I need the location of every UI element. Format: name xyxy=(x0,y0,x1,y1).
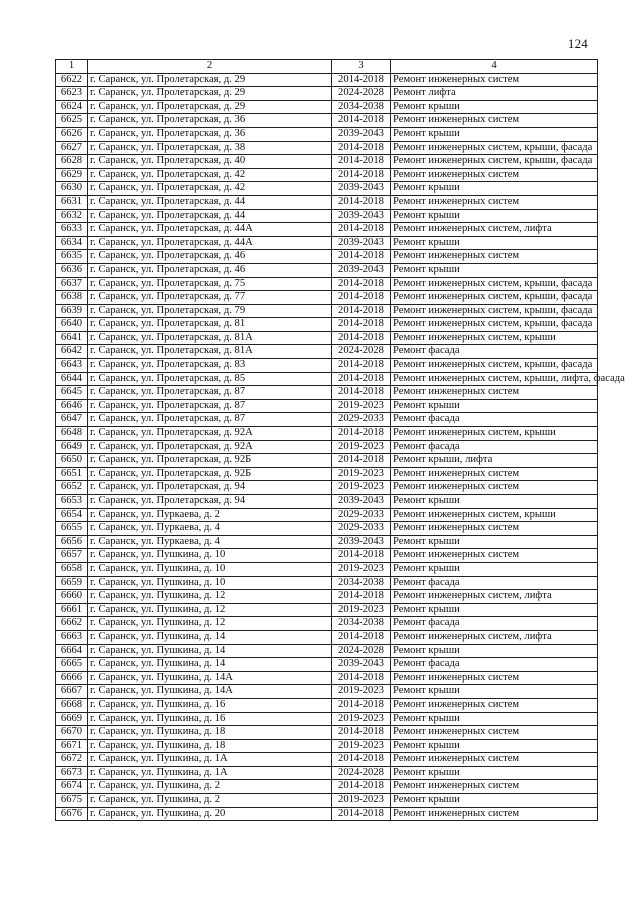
work-cell: Ремонт фасада xyxy=(391,658,598,672)
address-cell: г. Саранск, ул. Пролетарская, д. 92Б xyxy=(88,454,332,468)
period-cell: 2014-2018 xyxy=(332,590,391,604)
table-row xyxy=(56,644,598,658)
address-cell: г. Саранск, ул. Пушкина, д. 20 xyxy=(88,807,332,821)
table-row xyxy=(56,87,598,101)
address-cell: г. Саранск, ул. Пуркаева, д. 2 xyxy=(88,508,332,522)
table-row xyxy=(56,549,598,563)
row-number: 6662 xyxy=(56,617,88,631)
table-row xyxy=(56,454,598,468)
address-cell: г. Саранск, ул. Пролетарская, д. 94 xyxy=(88,495,332,509)
table-body xyxy=(56,73,625,821)
row-number: 6631 xyxy=(56,195,88,209)
address-cell: г. Саранск, ул. Пушкина, д. 14А xyxy=(88,671,332,685)
address-cell: г. Саранск, ул. Пролетарская, д. 81А xyxy=(88,345,332,359)
work-cell: Ремонт крыши xyxy=(391,644,598,658)
row-number: 6676 xyxy=(56,807,88,821)
period-cell: 2014-2018 xyxy=(332,549,391,563)
period-cell: 2019-2023 xyxy=(332,481,391,495)
row-number: 6675 xyxy=(56,794,88,808)
table-row xyxy=(56,807,598,821)
work-cell: Ремонт фасада xyxy=(391,617,598,631)
row-number: 6648 xyxy=(56,427,88,441)
work-cell: Ремонт крыши xyxy=(391,209,598,223)
table-row xyxy=(56,250,598,264)
period-cell: 2014-2018 xyxy=(332,372,391,386)
period-cell: 2019-2023 xyxy=(332,685,391,699)
period-cell: 2039-2043 xyxy=(332,535,391,549)
period-cell: 2019-2023 xyxy=(332,440,391,454)
work-cell: Ремонт инженерных систем xyxy=(391,726,598,740)
period-cell: 2019-2023 xyxy=(332,794,391,808)
work-cell: Ремонт фасада xyxy=(391,413,598,427)
table-row xyxy=(56,331,598,345)
period-cell: 2014-2018 xyxy=(332,114,391,128)
row-number: 6656 xyxy=(56,535,88,549)
row-number: 6624 xyxy=(56,100,88,114)
row-number: 6633 xyxy=(56,223,88,237)
row-number: 6659 xyxy=(56,576,88,590)
work-cell: Ремонт крыши xyxy=(391,100,598,114)
table-row xyxy=(56,630,598,644)
period-cell: 2029-2033 xyxy=(332,508,391,522)
work-cell: Ремонт инженерных систем xyxy=(391,671,598,685)
row-number: 6627 xyxy=(56,141,88,155)
table-row xyxy=(56,467,598,481)
column-header-address: 2 xyxy=(88,60,332,74)
period-cell: 2039-2043 xyxy=(332,236,391,250)
row-number: 6658 xyxy=(56,562,88,576)
table-row xyxy=(56,345,598,359)
period-cell: 2019-2023 xyxy=(332,603,391,617)
address-cell: г. Саранск, ул. Пролетарская, д. 44 xyxy=(88,195,332,209)
period-cell: 2019-2023 xyxy=(332,712,391,726)
period-cell: 2014-2018 xyxy=(332,277,391,291)
address-cell: г. Саранск, ул. Пушкина, д. 10 xyxy=(88,562,332,576)
period-cell: 2019-2023 xyxy=(332,739,391,753)
work-cell: Ремонт фасада xyxy=(391,576,598,590)
table-row xyxy=(56,617,598,631)
address-cell: г. Саранск, ул. Пролетарская, д. 38 xyxy=(88,141,332,155)
address-cell: г. Саранск, ул. Пролетарская, д. 29 xyxy=(88,73,332,87)
period-cell: 2014-2018 xyxy=(332,780,391,794)
address-cell: г. Саранск, ул. Пролетарская, д. 92А xyxy=(88,427,332,441)
table-row xyxy=(56,658,598,672)
period-cell: 2014-2018 xyxy=(332,753,391,767)
period-cell: 2029-2033 xyxy=(332,413,391,427)
row-number: 6669 xyxy=(56,712,88,726)
work-cell: Ремонт крыши xyxy=(391,399,598,413)
table-row xyxy=(56,685,598,699)
address-cell: г. Саранск, ул. Пролетарская, д. 42 xyxy=(88,182,332,196)
table-row xyxy=(56,141,598,155)
address-cell: г. Саранск, ул. Пушкина, д. 18 xyxy=(88,739,332,753)
table-row xyxy=(56,182,598,196)
work-cell: Ремонт инженерных систем xyxy=(391,168,598,182)
row-number: 6640 xyxy=(56,318,88,332)
table-row xyxy=(56,277,598,291)
address-cell: г. Саранск, ул. Пушкина, д. 10 xyxy=(88,576,332,590)
table-row xyxy=(56,100,598,114)
row-number: 6628 xyxy=(56,155,88,169)
address-cell: г. Саранск, ул. Пролетарская, д. 92Б xyxy=(88,467,332,481)
work-cell: Ремонт инженерных систем xyxy=(391,250,598,264)
row-number: 6657 xyxy=(56,549,88,563)
row-number: 6665 xyxy=(56,658,88,672)
work-cell: Ремонт крыши, лифта xyxy=(391,454,598,468)
table-row xyxy=(56,753,598,767)
row-number: 6667 xyxy=(56,685,88,699)
row-number: 6666 xyxy=(56,671,88,685)
address-cell: г. Саранск, ул. Пушкина, д. 16 xyxy=(88,698,332,712)
row-number: 6654 xyxy=(56,508,88,522)
period-cell: 2039-2043 xyxy=(332,209,391,223)
row-number: 6649 xyxy=(56,440,88,454)
table-row xyxy=(56,508,598,522)
work-cell: Ремонт крыши xyxy=(391,127,598,141)
work-cell: Ремонт крыши xyxy=(391,766,598,780)
work-cell: Ремонт крыши xyxy=(391,712,598,726)
address-cell: г. Саранск, ул. Пролетарская, д. 81А xyxy=(88,331,332,345)
period-cell: 2014-2018 xyxy=(332,223,391,237)
row-number: 6650 xyxy=(56,454,88,468)
table-row xyxy=(56,209,598,223)
address-cell: г. Саранск, ул. Пролетарская, д. 83 xyxy=(88,359,332,373)
address-cell: г. Саранск, ул. Пушкина, д. 1А xyxy=(88,753,332,767)
address-cell: г. Саранск, ул. Пролетарская, д. 85 xyxy=(88,372,332,386)
work-cell: Ремонт фасада xyxy=(391,440,598,454)
period-cell: 2014-2018 xyxy=(332,318,391,332)
row-number: 6664 xyxy=(56,644,88,658)
row-number: 6641 xyxy=(56,331,88,345)
work-cell: Ремонт инженерных систем xyxy=(391,195,598,209)
address-cell: г. Саранск, ул. Пушкина, д. 14 xyxy=(88,658,332,672)
table-row xyxy=(56,127,598,141)
row-number: 6644 xyxy=(56,372,88,386)
row-number: 6672 xyxy=(56,753,88,767)
row-number: 6639 xyxy=(56,304,88,318)
period-cell: 2014-2018 xyxy=(332,250,391,264)
table-row xyxy=(56,168,598,182)
table-row xyxy=(56,712,598,726)
work-cell: Ремонт инженерных систем xyxy=(391,467,598,481)
period-cell: 2014-2018 xyxy=(332,141,391,155)
work-cell: Ремонт крыши xyxy=(391,495,598,509)
work-cell: Ремонт крыши xyxy=(391,562,598,576)
address-cell: г. Саранск, ул. Пролетарская, д. 79 xyxy=(88,304,332,318)
address-cell: г. Саранск, ул. Пушкина, д. 12 xyxy=(88,603,332,617)
period-cell: 2014-2018 xyxy=(332,331,391,345)
row-number: 6647 xyxy=(56,413,88,427)
work-cell: Ремонт крыши xyxy=(391,535,598,549)
table-row xyxy=(56,399,598,413)
address-cell: г. Саранск, ул. Пролетарская, д. 36 xyxy=(88,114,332,128)
table-row xyxy=(56,155,598,169)
row-number: 6655 xyxy=(56,522,88,536)
row-number: 6642 xyxy=(56,345,88,359)
work-cell: Ремонт инженерных систем, лифта xyxy=(391,590,598,604)
address-cell: г. Саранск, ул. Пролетарская, д. 77 xyxy=(88,291,332,305)
work-cell: Ремонт инженерных систем, крыши xyxy=(391,427,598,441)
period-cell: 2014-2018 xyxy=(332,291,391,305)
row-number: 6643 xyxy=(56,359,88,373)
period-cell: 2039-2043 xyxy=(332,263,391,277)
row-number: 6630 xyxy=(56,182,88,196)
table-row xyxy=(56,291,598,305)
table-row xyxy=(56,263,598,277)
work-cell: Ремонт инженерных систем, крыши, фасада xyxy=(391,318,598,332)
row-number: 6626 xyxy=(56,127,88,141)
address-cell: г. Саранск, ул. Пушкина, д. 14 xyxy=(88,644,332,658)
work-cell: Ремонт инженерных систем, лифта xyxy=(391,223,598,237)
address-cell: г. Саранск, ул. Пуркаева, д. 4 xyxy=(88,522,332,536)
work-cell: Ремонт инженерных систем xyxy=(391,698,598,712)
address-cell: г. Саранск, ул. Пушкина, д. 10 xyxy=(88,549,332,563)
work-cell: Ремонт инженерных систем xyxy=(391,549,598,563)
address-cell: г. Саранск, ул. Пролетарская, д. 87 xyxy=(88,413,332,427)
row-number: 6646 xyxy=(56,399,88,413)
period-cell: 2014-2018 xyxy=(332,698,391,712)
period-cell: 2039-2043 xyxy=(332,127,391,141)
address-cell: г. Саранск, ул. Пролетарская, д. 87 xyxy=(88,386,332,400)
table-row xyxy=(56,562,598,576)
address-cell: г. Саранск, ул. Пролетарская, д. 46 xyxy=(88,263,332,277)
period-cell: 2034-2038 xyxy=(332,576,391,590)
page-number: 124 xyxy=(567,36,588,51)
address-cell: г. Саранск, ул. Пролетарская, д. 87 xyxy=(88,399,332,413)
period-cell: 2014-2018 xyxy=(332,359,391,373)
period-cell: 2024-2028 xyxy=(332,644,391,658)
period-cell: 2014-2018 xyxy=(332,386,391,400)
table-row xyxy=(56,576,598,590)
period-cell: 2014-2018 xyxy=(332,427,391,441)
work-cell: Ремонт инженерных систем xyxy=(391,753,598,767)
table-row xyxy=(56,195,598,209)
column-header-period: 3 xyxy=(332,60,391,74)
table-row xyxy=(56,780,598,794)
work-cell: Ремонт инженерных систем xyxy=(391,807,598,821)
work-cell: Ремонт инженерных систем, крыши, лифта, фасада xyxy=(391,372,598,386)
work-cell: Ремонт крыши xyxy=(391,236,598,250)
address-cell: г. Саранск, ул. Пушкина, д. 18 xyxy=(88,726,332,740)
work-cell: Ремонт инженерных систем, лифта xyxy=(391,630,598,644)
address-cell: г. Саранск, ул. Пушкина, д. 12 xyxy=(88,590,332,604)
period-cell: 2024-2028 xyxy=(332,87,391,101)
row-number: 6635 xyxy=(56,250,88,264)
address-cell: г. Саранск, ул. Пролетарская, д. 29 xyxy=(88,87,332,101)
period-cell: 2014-2018 xyxy=(332,807,391,821)
row-number: 6645 xyxy=(56,386,88,400)
period-cell: 2014-2018 xyxy=(332,73,391,87)
address-cell: г. Саранск, ул. Пролетарская, д. 44А xyxy=(88,236,332,250)
address-cell: г. Саранск, ул. Пушкина, д. 1А xyxy=(88,766,332,780)
period-cell: 2014-2018 xyxy=(332,155,391,169)
row-number: 6674 xyxy=(56,780,88,794)
table-row xyxy=(56,495,598,509)
work-cell: Ремонт крыши xyxy=(391,739,598,753)
address-cell: г. Саранск, ул. Пушкина, д. 2 xyxy=(88,780,332,794)
address-cell: г. Саранск, ул. Пролетарская, д. 75 xyxy=(88,277,332,291)
table-row xyxy=(56,522,598,536)
column-header-number: 1 xyxy=(56,60,88,74)
address-cell: г. Саранск, ул. Пушкина, д. 12 xyxy=(88,617,332,631)
table-row xyxy=(56,372,598,386)
address-cell: г. Саранск, ул. Пролетарская, д. 44А xyxy=(88,223,332,237)
work-cell: Ремонт инженерных систем xyxy=(391,481,598,495)
address-cell: г. Саранск, ул. Пролетарская, д. 36 xyxy=(88,127,332,141)
row-number: 6651 xyxy=(56,467,88,481)
repair-schedule-table xyxy=(55,59,625,821)
address-cell: г. Саранск, ул. Пролетарская, д. 94 xyxy=(88,481,332,495)
row-number: 6671 xyxy=(56,739,88,753)
work-cell: Ремонт инженерных систем, крыши, фасада xyxy=(391,277,598,291)
table-row xyxy=(56,359,598,373)
row-number: 6663 xyxy=(56,630,88,644)
work-cell: Ремонт инженерных систем xyxy=(391,73,598,87)
table-row xyxy=(56,766,598,780)
address-cell: г. Саранск, ул. Пролетарская, д. 40 xyxy=(88,155,332,169)
address-cell: г. Саранск, ул. Пушкина, д. 2 xyxy=(88,794,332,808)
table-row xyxy=(56,427,598,441)
period-cell: 2014-2018 xyxy=(332,671,391,685)
work-cell: Ремонт инженерных систем, крыши, фасада xyxy=(391,304,598,318)
period-cell: 2014-2018 xyxy=(332,726,391,740)
work-cell: Ремонт инженерных систем, крыши, фасада xyxy=(391,141,598,155)
period-cell: 2039-2043 xyxy=(332,182,391,196)
period-cell: 2019-2023 xyxy=(332,562,391,576)
table-row xyxy=(56,739,598,753)
work-cell: Ремонт инженерных систем, крыши xyxy=(391,331,598,345)
work-cell: Ремонт инженерных систем xyxy=(391,522,598,536)
period-cell: 2014-2018 xyxy=(332,304,391,318)
table-row xyxy=(56,236,598,250)
row-number: 6660 xyxy=(56,590,88,604)
row-number: 6668 xyxy=(56,698,88,712)
work-cell: Ремонт лифта xyxy=(391,87,598,101)
table-row xyxy=(56,535,598,549)
work-cell: Ремонт фасада xyxy=(391,345,598,359)
work-cell: Ремонт крыши xyxy=(391,263,598,277)
row-number: 6638 xyxy=(56,291,88,305)
work-cell: Ремонт инженерных систем xyxy=(391,386,598,400)
address-cell: г. Саранск, ул. Пушкина, д. 14 xyxy=(88,630,332,644)
row-number: 6636 xyxy=(56,263,88,277)
row-number: 6670 xyxy=(56,726,88,740)
period-cell: 2029-2033 xyxy=(332,522,391,536)
address-cell: г. Саранск, ул. Пуркаева, д. 4 xyxy=(88,535,332,549)
row-number: 6661 xyxy=(56,603,88,617)
table-row xyxy=(56,603,598,617)
row-number: 6653 xyxy=(56,495,88,509)
period-cell: 2024-2028 xyxy=(332,766,391,780)
period-cell: 2024-2028 xyxy=(332,345,391,359)
period-cell: 2014-2018 xyxy=(332,454,391,468)
table-row xyxy=(56,440,598,454)
table-row xyxy=(56,114,598,128)
table-row xyxy=(56,223,598,237)
address-cell: г. Саранск, ул. Пушкина, д. 16 xyxy=(88,712,332,726)
work-cell: Ремонт крыши xyxy=(391,603,598,617)
address-cell: г. Саранск, ул. Пролетарская, д. 42 xyxy=(88,168,332,182)
work-cell: Ремонт крыши xyxy=(391,685,598,699)
work-cell: Ремонт инженерных систем, крыши, фасада xyxy=(391,359,598,373)
table-row xyxy=(56,304,598,318)
period-cell: 2039-2043 xyxy=(332,495,391,509)
table-row xyxy=(56,590,598,604)
period-cell: 2039-2043 xyxy=(332,658,391,672)
work-cell: Ремонт инженерных систем xyxy=(391,780,598,794)
period-cell: 2014-2018 xyxy=(332,168,391,182)
address-cell: г. Саранск, ул. Пролетарская, д. 46 xyxy=(88,250,332,264)
table-row xyxy=(56,318,598,332)
row-number: 6622 xyxy=(56,73,88,87)
address-cell: г. Саранск, ул. Пролетарская, д. 29 xyxy=(88,100,332,114)
table-row xyxy=(56,481,598,495)
table-row xyxy=(56,726,598,740)
work-cell: Ремонт крыши xyxy=(391,182,598,196)
header-row xyxy=(56,60,598,74)
work-cell: Ремонт инженерных систем, крыши, фасада xyxy=(391,291,598,305)
row-number: 6629 xyxy=(56,168,88,182)
row-number: 6625 xyxy=(56,114,88,128)
table-row xyxy=(56,386,598,400)
row-number: 6637 xyxy=(56,277,88,291)
row-number: 6623 xyxy=(56,87,88,101)
row-number: 6632 xyxy=(56,209,88,223)
address-cell: г. Саранск, ул. Пролетарская, д. 81 xyxy=(88,318,332,332)
row-number: 6634 xyxy=(56,236,88,250)
work-cell: Ремонт крыши xyxy=(391,794,598,808)
table-row xyxy=(56,671,598,685)
row-number: 6652 xyxy=(56,481,88,495)
table-row xyxy=(56,413,598,427)
work-cell: Ремонт инженерных систем, крыши xyxy=(391,508,598,522)
address-cell: г. Саранск, ул. Пушкина, д. 14А xyxy=(88,685,332,699)
work-cell: Ремонт инженерных систем, крыши, фасада xyxy=(391,155,598,169)
table-row xyxy=(56,698,598,712)
period-cell: 2019-2023 xyxy=(332,467,391,481)
column-header-work: 4 xyxy=(391,60,598,74)
work-cell: Ремонт инженерных систем xyxy=(391,114,598,128)
period-cell: 2034-2038 xyxy=(332,100,391,114)
row-number: 6673 xyxy=(56,766,88,780)
period-cell: 2014-2018 xyxy=(332,195,391,209)
address-cell: г. Саранск, ул. Пролетарская, д. 44 xyxy=(88,209,332,223)
address-cell: г. Саранск, ул. Пролетарская, д. 92А xyxy=(88,440,332,454)
period-cell: 2034-2038 xyxy=(332,617,391,631)
table-row xyxy=(56,794,598,808)
period-cell: 2014-2018 xyxy=(332,630,391,644)
period-cell: 2019-2023 xyxy=(332,399,391,413)
table-row xyxy=(56,73,598,87)
